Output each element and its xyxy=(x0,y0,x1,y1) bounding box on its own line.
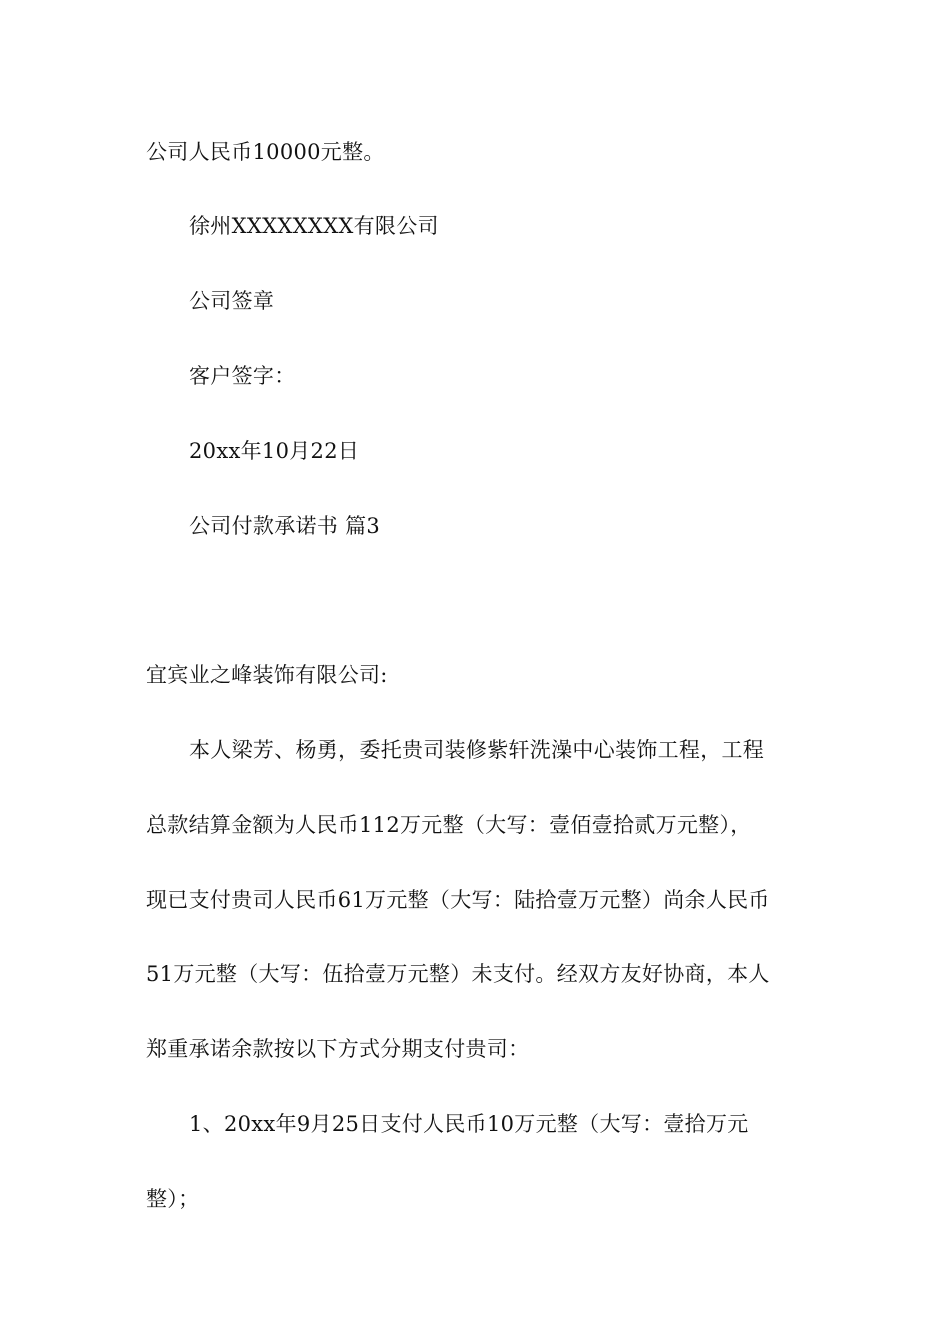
body-paragraph-line: 51万元整（大写：伍拾壹万元整）未支付。经双方友好协商，本人 xyxy=(146,962,770,986)
installment-item-line: 整）； xyxy=(146,1187,200,1211)
body-paragraph-line: 现已支付贵司人民币61万元整（大写：陆拾壹万元整）尚余人民币 xyxy=(146,888,770,912)
section-title: 公司付款承诺书 篇3 xyxy=(189,514,381,538)
body-paragraph-line: 总款结算金额为人民币112万元整（大写：壹佰壹拾贰万元整）， xyxy=(146,813,752,837)
text-line-amount-end: 公司人民币10000元整。 xyxy=(146,140,385,164)
body-paragraph-line: 郑重承诺余款按以下方式分期支付贵司： xyxy=(146,1037,530,1061)
date-line: 20xx年10月22日 xyxy=(189,439,360,463)
company-name-line: 徐州XXXXXXXX有限公司 xyxy=(189,214,439,238)
installment-item-line: 1、20xx年9月25日支付人民币10万元整（大写：壹拾万元 xyxy=(189,1112,749,1136)
addressee-line: 宜宾业之峰装饰有限公司: xyxy=(146,663,388,687)
body-paragraph-line: 本人梁芳、杨勇，委托贵司装修紫轩洗澡中心装饰工程，工程 xyxy=(189,738,765,762)
customer-signature-line: 客户签字： xyxy=(189,364,296,388)
company-seal-line: 公司签章 xyxy=(189,289,275,313)
